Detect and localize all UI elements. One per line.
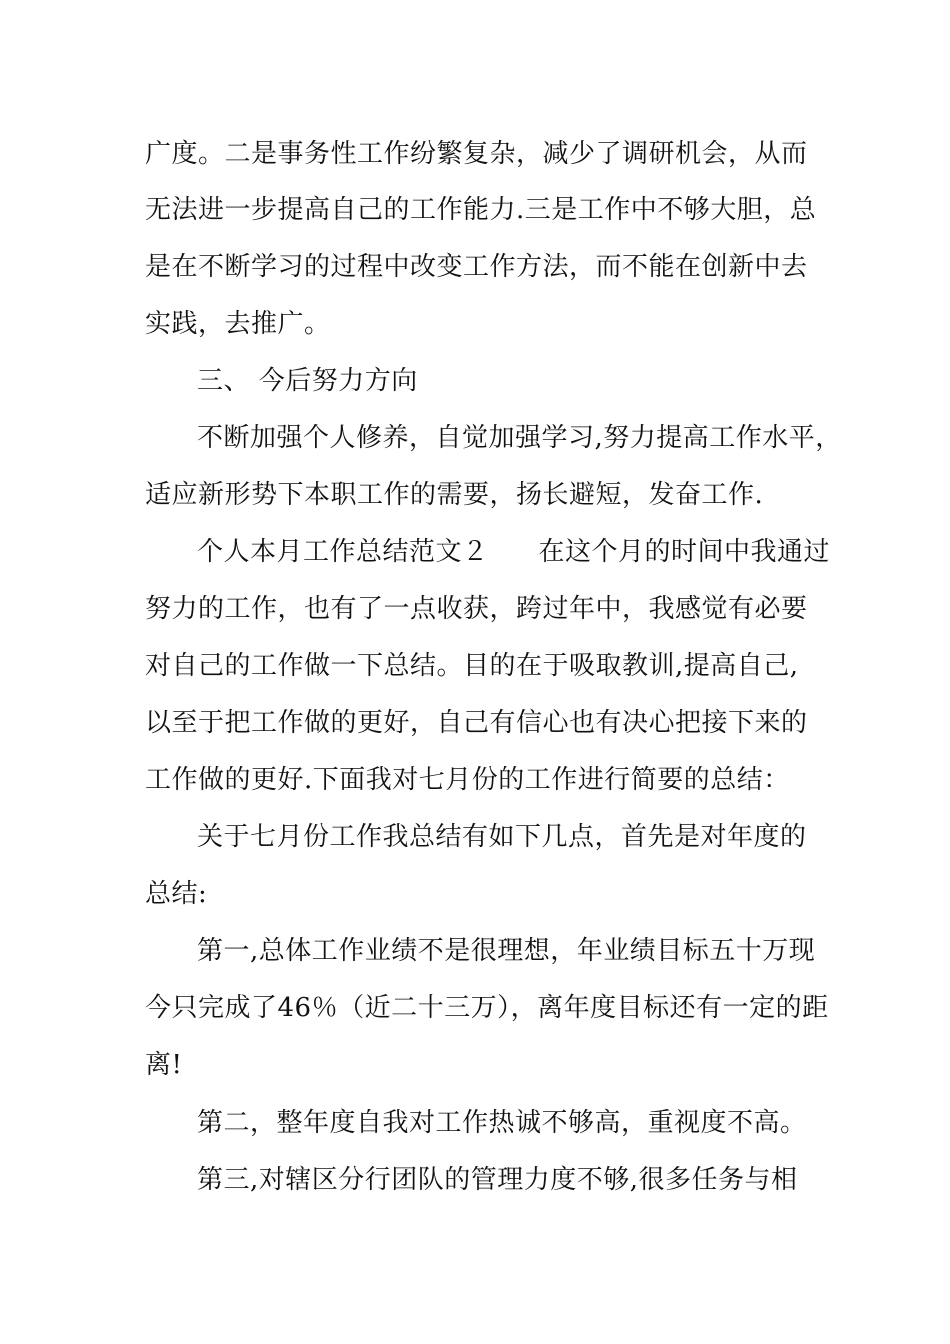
paragraph-line: 无法进一步提高自己的工作能力.三是工作中不够大胆，总 bbox=[145, 195, 817, 225]
paragraph-line: 关于七月份工作我总结有如下几点，首先是对年度的 bbox=[197, 822, 807, 852]
paragraph-line: 不断加强个人修养，自觉加强学习,努力提高工作水平， bbox=[197, 423, 842, 453]
paragraph-line: 适应新形势下本职工作的需要，扬长避短，发奋工作. bbox=[145, 480, 764, 510]
paragraph-line: 对自己的工作做一下总结。目的在于吸取教训,提高自己, bbox=[145, 651, 799, 681]
paragraph-line: 工作做的更好.下面我对七月份的工作进行简要的总结： bbox=[145, 765, 790, 795]
paragraph-line: 努力的工作，也有了一点收获，跨过年中，我感觉有必要 bbox=[145, 594, 808, 624]
paragraph-line: 第一,总体工作业绩不是很理想，年业绩目标五十万现 bbox=[197, 936, 816, 966]
paragraph-line: 今只完成了46％（近二十三万），离年度目标还有一定的距 bbox=[145, 993, 829, 1023]
paragraph-line: 第三,对辖区分行团队的管理力度不够,很多任务与相 bbox=[197, 1165, 798, 1195]
paragraph-line: 以至于把工作做的更好，自己有信心也有决心把接下来的 bbox=[145, 708, 808, 738]
paragraph-line: 实践，去推广。 bbox=[145, 309, 331, 339]
paragraph-line: 第二，整年度自我对工作热诚不够高，重视度不高。 bbox=[197, 1108, 807, 1138]
paragraph-line: 广度。二是事务性工作纷繁复杂，减少了调研机会，从而 bbox=[145, 139, 808, 169]
document-title: 个人本月工作总结范文２ bbox=[197, 537, 489, 567]
paragraph-line: 离! bbox=[145, 1050, 183, 1080]
title-line bbox=[197, 535, 867, 569]
paragraph-text: 在这个月的时间中我通过 bbox=[538, 537, 831, 567]
section-heading: 三、 今后努力方向 bbox=[197, 366, 418, 396]
paragraph-line: 是在不断学习的过程中改变工作方法，而不能在创新中去 bbox=[145, 252, 808, 282]
paragraph-line: 总结: bbox=[145, 879, 208, 909]
